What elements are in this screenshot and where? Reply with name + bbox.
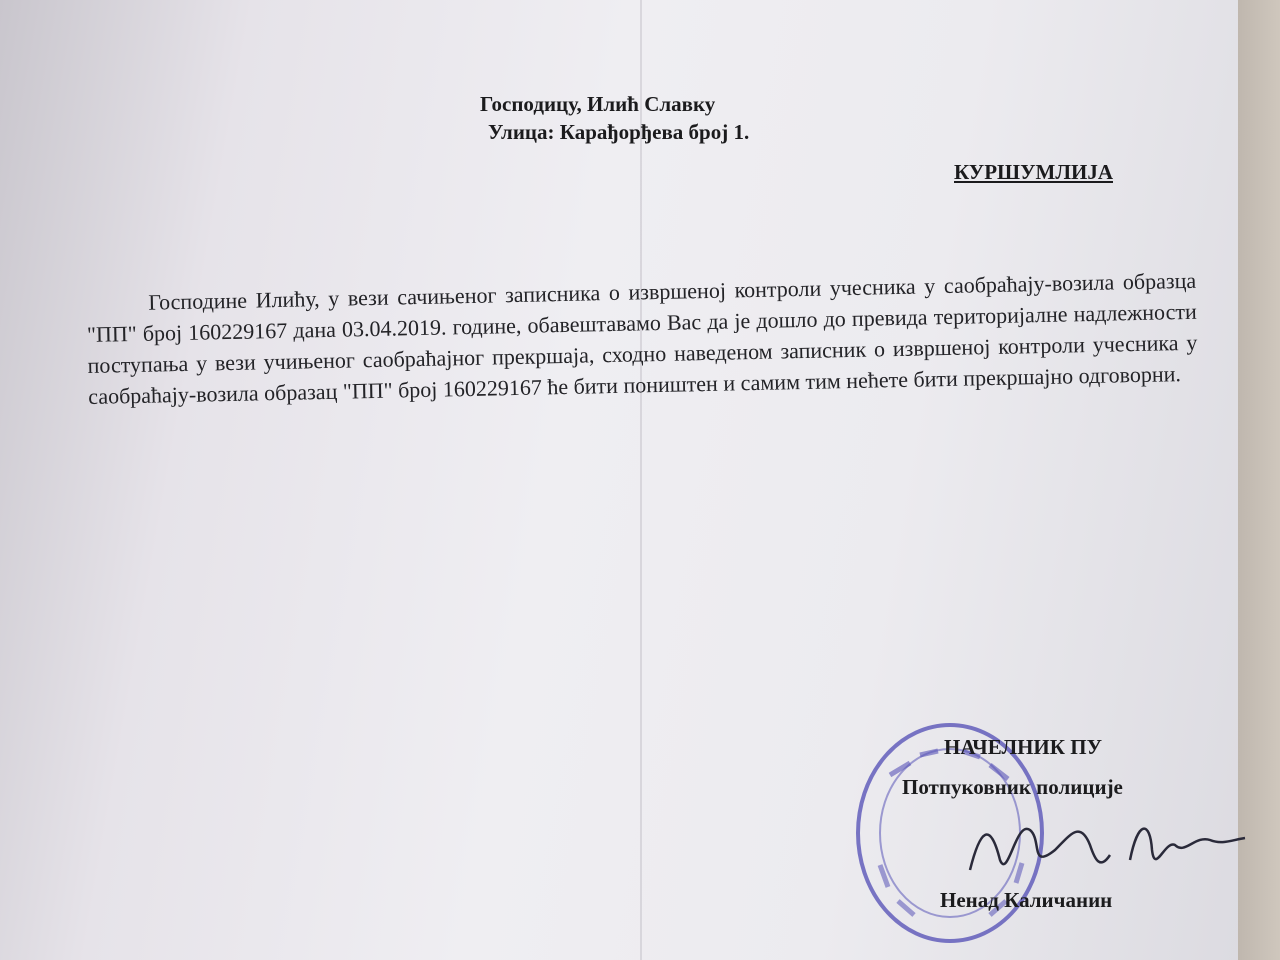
letter-body-text: Господине Илићу, у вези сачињеног записника о извршеној контроли учесника у саобраћају-возила образца "ПП" број 160229167 дана 03.04.2019. године, обавештавамо Вас да је дошло до превида територијалне надлежности поступања у вези учињеног саобраћајног прекршаја, сходно наведеном записник о извршеној контроли учесника у саобраћају-возила образац "ПП" број 160229167 ће бити поништен и самим тим нећете бити прекршајно одговорни. [86, 267, 1198, 409]
recipient-address: Улица: Карађорђева број 1. [488, 120, 750, 144]
recipient-name: Господицу, Илић Славку [480, 92, 716, 116]
paragraph-indent [86, 310, 148, 311]
letter-body [86, 265, 1198, 412]
signatory-name: Ненад Каличанин [940, 888, 1113, 912]
signatory-title: НАЧЕЛНИК ПУ [944, 735, 1102, 759]
signatory-rank: Потпуковник полиције [902, 775, 1123, 799]
handwritten-signature [960, 800, 1250, 890]
recipient-city: КУРШУМЛИЈА [954, 160, 1113, 184]
